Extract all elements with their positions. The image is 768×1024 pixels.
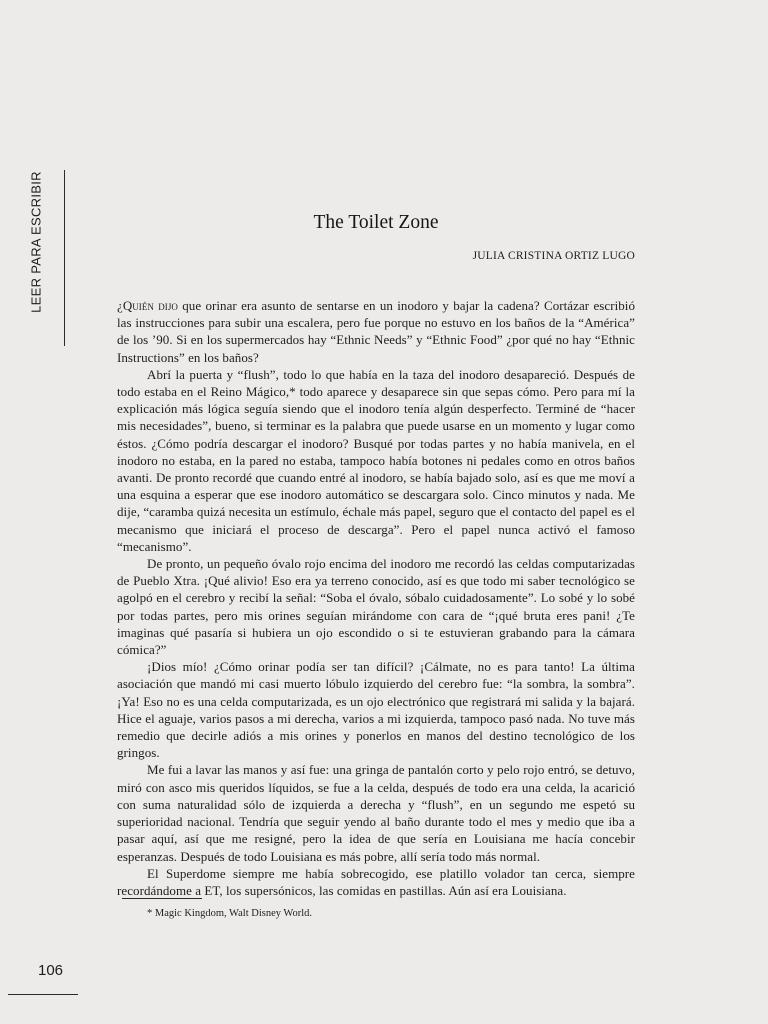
paragraph (117, 297, 635, 366)
sidebar-divider (64, 170, 65, 346)
paragraph: ¡Dios mío! ¿Cómo orinar podía ser tan difícil? ¡Cálmate, no es para tanto! La última asociación que mandó mi casi muerto lóbulo izquierdo del cerebro fue: “la sombra, la sombra”. ¡Ya! Eso no es una celda computarizada, es un ojo electrónico que registrará mi salida y la bajará. Hice el aguaje, varios pasos a mi derecha, varios a mi izquierda, tampoco pasó nada. No tuve más remedio que decirle adiós a mis orines y ponerlos en manos del destino tecnológico de los gringos. (117, 659, 635, 761)
opening-word: ¿Quién dijo (117, 298, 178, 313)
paragraph: Me fui a lavar las manos y así fue: una gringa de pantalón corto y pelo rojo entró, se detuvo, miró con asco mis queridos líquidos, se fue a la celda, después de todo era una celda, la acarició con suma naturalidad sólo de izquierda a derecha y “flush”, en un segundo me espetó su superioridad nacional. Tendría que seguir yendo al baño durante todo el mes y medio que iba a pasar aquí, así que me resigné, pero la idea de que sería en Louisiana me hacía concebir esperanzas. Después de todo Louisiana es más pobre, allí sería todo más normal. (117, 762, 635, 864)
page-number: 106 (38, 962, 64, 979)
footnote-divider (122, 898, 202, 899)
article-title: The Toilet Zone (313, 212, 439, 233)
paragraph-text: que orinar era asunto de sentarse en un inodoro y bajar la cadena? Cortázar escribió las instrucciones para subir una escalera, pero fue porque no estuvo en los baños de la “América” de los ’90. Si en los supermercados hay “Ethnic Needs” y “Ethnic Food” ¿por qué no hay “Ethnic Instructions” en los baños? (117, 298, 635, 365)
article-body (117, 297, 635, 899)
article-author: JULIA CRISTINA ORTIZ LUGO (472, 250, 635, 262)
footnote: * Magic Kingdom, Walt Disney World. (147, 908, 313, 919)
paragraph: De pronto, un pequeño óvalo rojo encima del inodoro me recordó las celdas computarizadas de Pueblo Xtra. ¡Qué alivio! Eso era ya terreno conocido, así es que todo mi saber tecnológico se agolpó en el cerebro y recibí la señal: “Soba el óvalo, sóbalo cuidadosamente”. Lo sobé y lo sobé por todas partes, pero mis orines seguían mirándome con cara de “¡qué bruta eres pani! ¿Te imaginas qué pasaría si hubiera un ojo escondido o si te estuvieran grabando para la cámara cómica?” (117, 556, 635, 658)
paragraph: El Superdome siempre me había sobrecogido, ese platillo volador tan cerca, siempre recordándome a ET, los supersónicos, las comidas en pastillas. Aún así era Louisiana. (117, 865, 635, 898)
page-number-rule (8, 994, 78, 995)
paragraph: Abrí la puerta y “flush”, todo lo que había en la taza del inodoro desapareció. Después de todo estaba en el Reino Mágico,* todo aparece y desaparece sin que sepas cómo. Pero para mí la explicación más lógica seguía siendo que el inodoro tenía algún desperfecto. Terminé de “hacer mis necesidades”, bueno, si terminar es la palabra que puede usarse en un momento y lugar como éstos. ¿Cómo podría descargar el inodoro? Busqué por todas partes y no había manivela, en el inodoro no estaba, en la pared no estaba, tampoco había botones ni pedales como en otros baños avanti. De pronto recordé que cuando entré al inodoro, se había bajado solo, así es que me moví a una esquina a esperar que ese inodoro automático se descargara solo. Cinco minutos y nada. Me dije, “caramba quizá necesita un estímulo, échale más papel, seguro que el contacto del papel es el mecanismo que iniciará el proceso de descarga”. Pero el papel nunca activó el famoso “mecanismo”. (117, 366, 635, 554)
running-head-label: LEER PARA ESCRIBIR (28, 171, 44, 313)
sidebar (0, 0, 70, 1024)
